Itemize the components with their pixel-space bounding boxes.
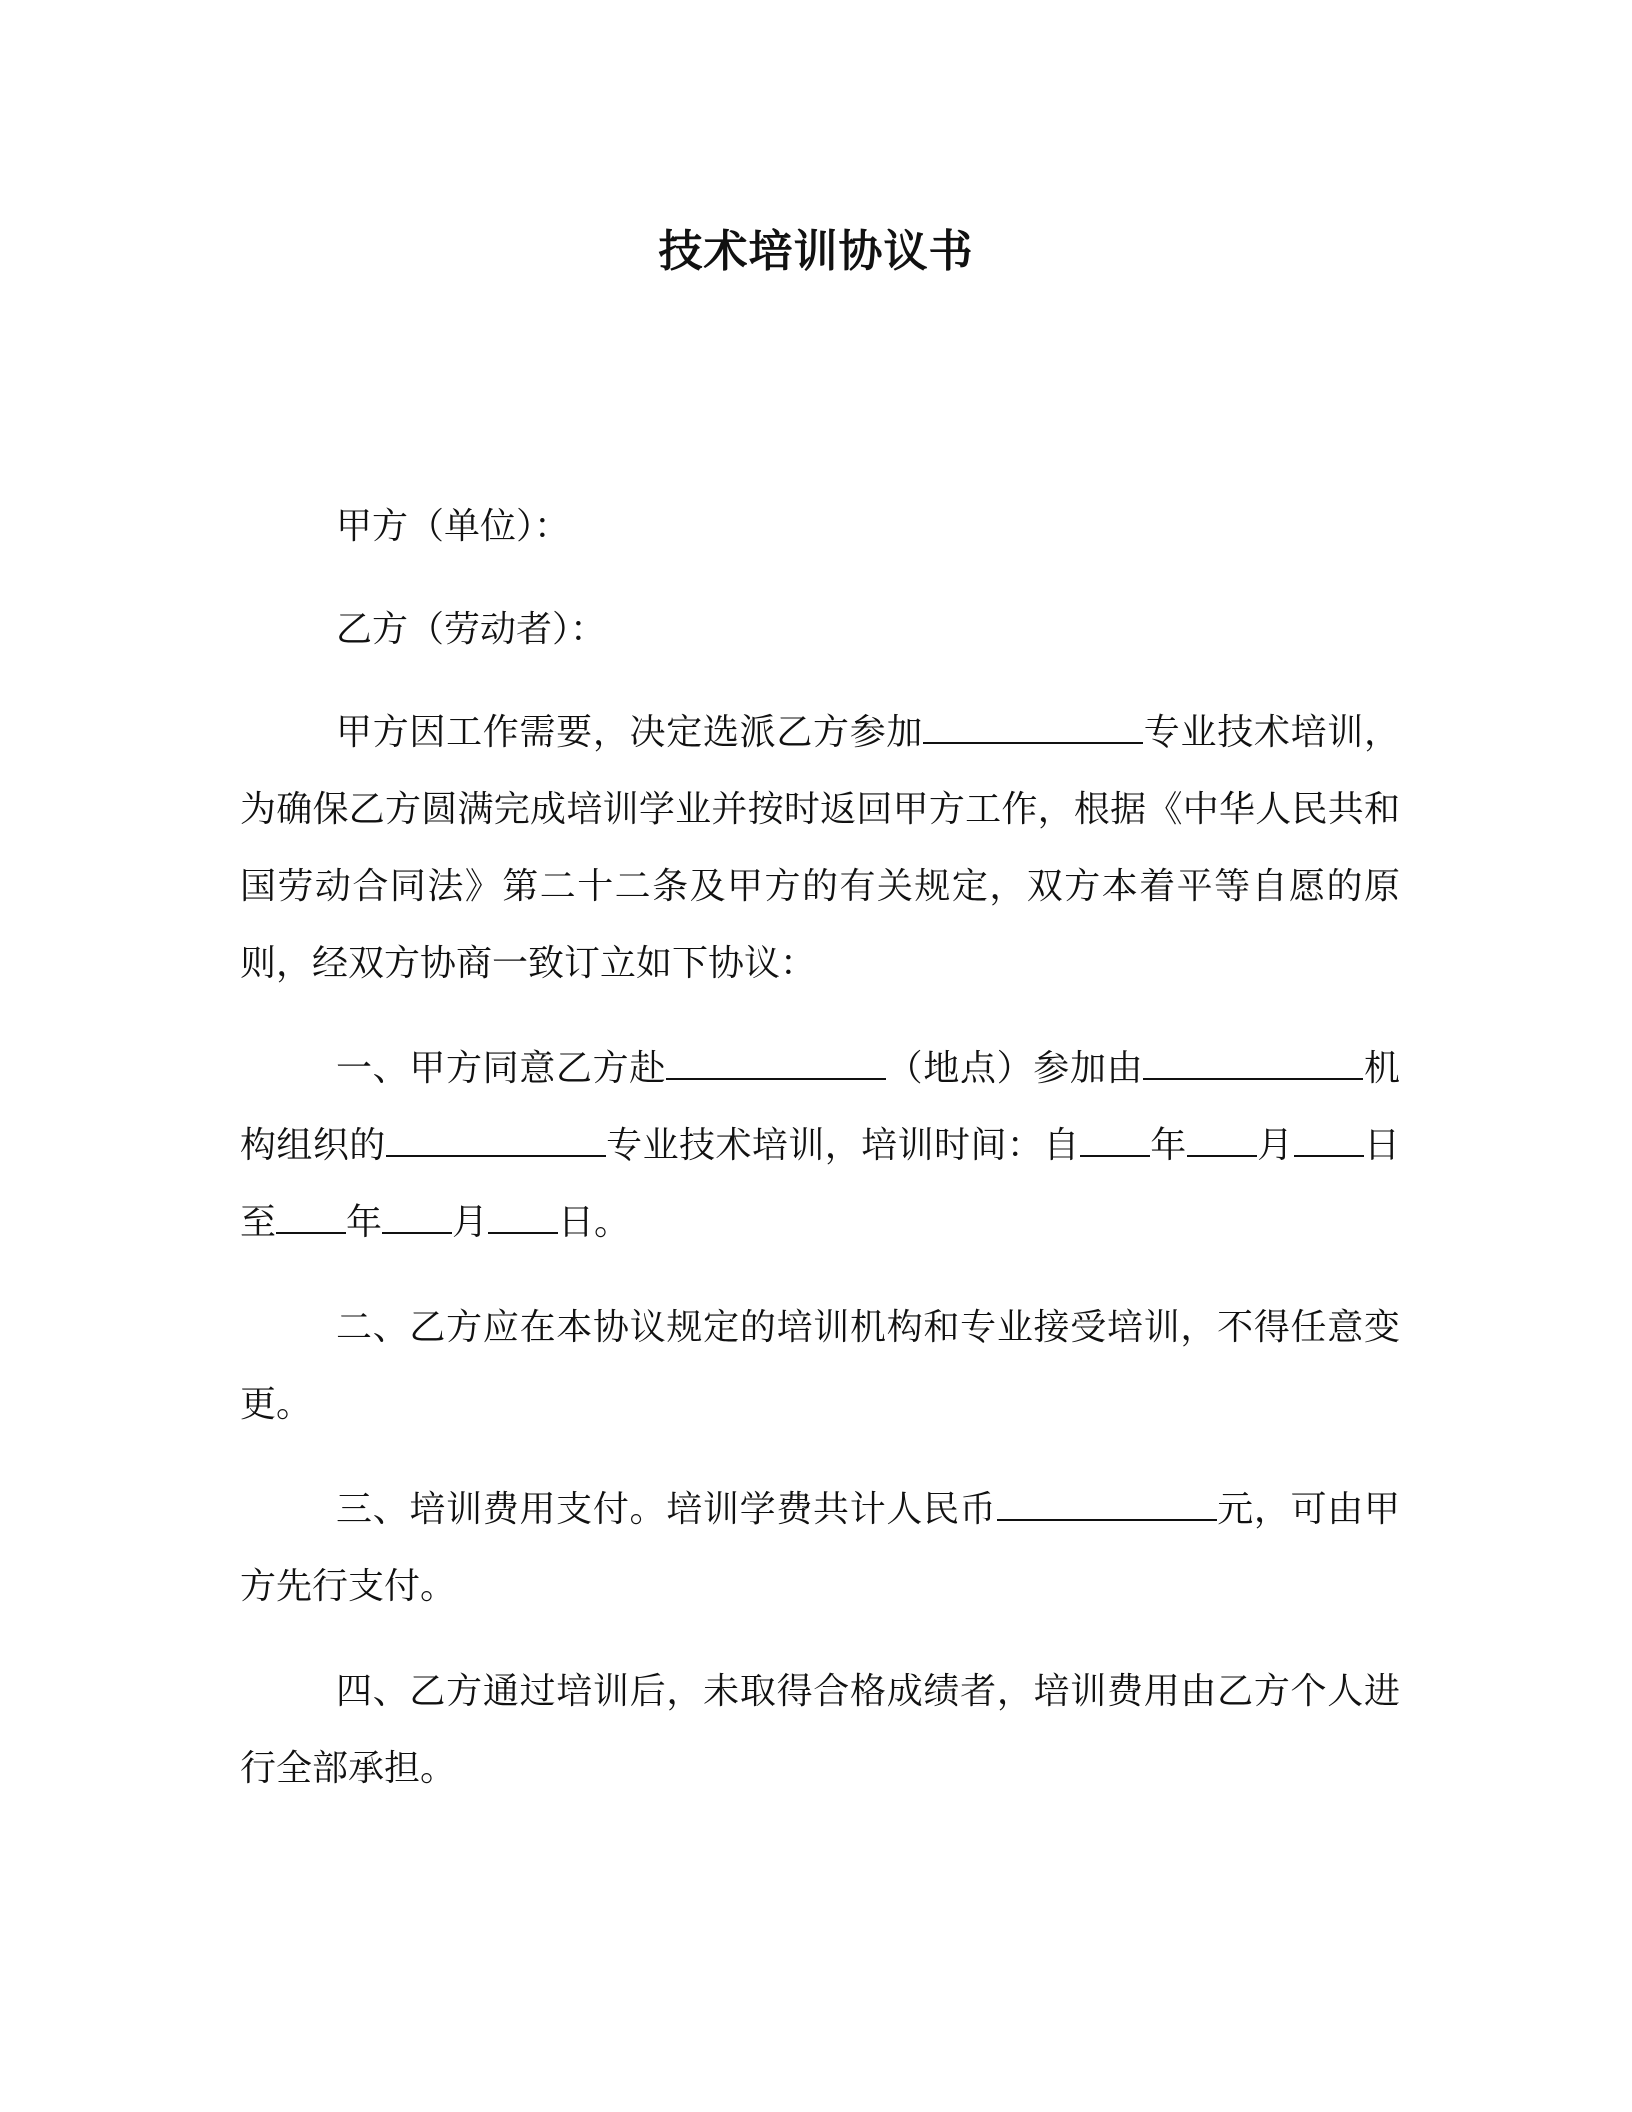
day-to-label: 日至: [240, 1125, 1400, 1243]
intro-paragraph: [240, 694, 1400, 1002]
end-day-label: 日。: [558, 1202, 631, 1243]
intro-text-1: 甲方因工作需要，决定选派乙方参加: [336, 712, 924, 753]
clause1-text-2: （地点）参加由: [885, 1048, 1144, 1089]
clause-1: [240, 1030, 1400, 1261]
clause-3: [240, 1471, 1400, 1625]
end-day-blank[interactable]: [488, 1202, 558, 1234]
clause3-text-2: 元，可由甲方先行支付。: [240, 1489, 1400, 1607]
clause1-text-1: 一、甲方同意乙方赴: [336, 1048, 666, 1089]
clause-2: 二、乙方应在本协议规定的培训机构和专业接受培训，不得任意变更。: [240, 1307, 1400, 1425]
location-blank[interactable]: [666, 1048, 886, 1080]
start-year-blank[interactable]: [1080, 1125, 1150, 1157]
clause3-text-1: 三、培训费用支付。培训学费共计人民币: [336, 1489, 997, 1530]
end-year-blank[interactable]: [276, 1202, 346, 1234]
start-month-label: 月: [1256, 1125, 1294, 1166]
clause1-text-4: 专业技术培训，培训时间：自: [605, 1125, 1080, 1166]
document-body: [240, 488, 1400, 1807]
party-b-line: 乙方（劳动者）：: [336, 609, 607, 650]
training-major-blank[interactable]: [923, 712, 1143, 744]
intro-text-2: 专业技术培训，为确保乙方圆满完成培训学业并按时返回甲方工作，根据《中华人民共和国劳动合同法》第二十二条及甲方的有关规定，双方本着平等自愿的原则，经双方协商一致订立如下协议：: [240, 712, 1400, 984]
clause1-text-3: 机构组织的: [240, 1048, 1400, 1166]
end-year-label: 年: [346, 1202, 383, 1243]
start-month-blank[interactable]: [1187, 1125, 1257, 1157]
start-day-blank[interactable]: [1294, 1125, 1364, 1157]
major-blank[interactable]: [386, 1125, 606, 1157]
start-year-label: 年: [1149, 1125, 1187, 1166]
party-a-line: 甲方（单位）：: [336, 506, 571, 547]
organizer-blank[interactable]: [1143, 1048, 1363, 1080]
end-month-label: 月: [452, 1202, 489, 1243]
clause-4: 四、乙方通过培训后，未取得合格成绩者，培训费用由乙方个人进行全部承担。: [240, 1671, 1400, 1789]
end-month-blank[interactable]: [382, 1202, 452, 1234]
document-title: 技术培训协议书: [658, 226, 974, 277]
fee-amount-blank[interactable]: [997, 1489, 1217, 1521]
